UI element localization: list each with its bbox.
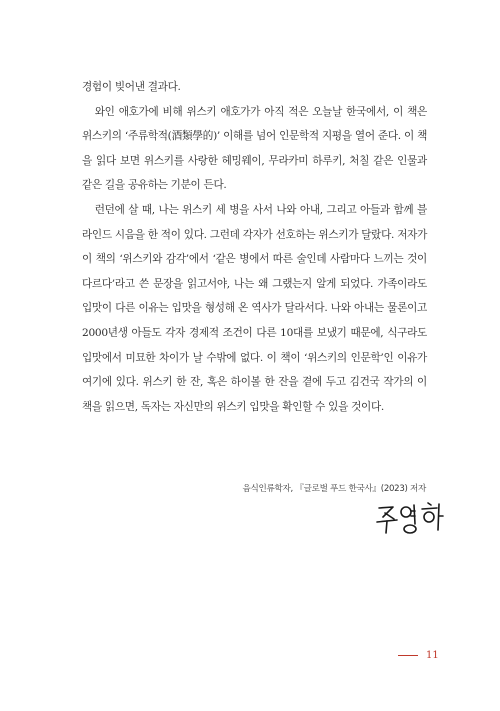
paragraph-2: 와인 애호가에 비해 위스키 애호가가 아직 적은 오늘날 한국에서, 이 책은 위스키의 ‘주류학적(酒類學的)’ 이해를 넘어 인문학적 지평을 열어 준다. 이 책을 읽다 보면 위스키를 사랑한 헤밍웨이, 무라카미 하루키, 처칠 같은 인물과 같은 길을 공유하는 기분이 든다. (82, 105, 427, 192)
paragraph-3: 런던에 살 때, 나는 위스키 세 병을 사서 나와 아내, 그리고 아들과 함께 블라인드 시음을 한 적이 있다. 그런데 각자가 선호하는 위스키가 달랐다. 저자가 이 책의 ‘위스키와 감각’에서 ‘같은 병에서 따른 술인데 사람마다 느끼는 것이 다르다’라고 쓴 문장을 읽고서야, 나는 왜 그랬는지 알게 되었다. 가족이라도 입맛이 다른 이유는 입맛을 형성해 온 역사가 달라서다. 나와 아내는 물론이고 2000년생 아들도 각자 경제적 조건이 다른 10대를 보냈기 때문에, 식구라도 입맛에서 미묘한 차이가 날 수밖에 없다. 이 책이 ‘위스키의 인문학’인 이유가 여기에 있다. 위스키 한 잔, 혹은 하이볼 한 잔을 곁에 두고 김건국 작가의 이 책을 읽으면, 독자는 자신만의 위스키 입맛을 확인할 수 있을 것이다. (82, 203, 427, 413)
body-text (82, 75, 427, 419)
page-number (398, 650, 439, 661)
author-attribution: 음식인류학자, 『글로벌 푸드 한국사』(2023) 저자 (242, 484, 426, 494)
handwritten-signature (375, 500, 445, 538)
folio-rule (398, 655, 418, 656)
paragraph-1: 경험이 빚어낸 결과다. (82, 81, 181, 93)
page-number-text: 11 (426, 650, 439, 661)
